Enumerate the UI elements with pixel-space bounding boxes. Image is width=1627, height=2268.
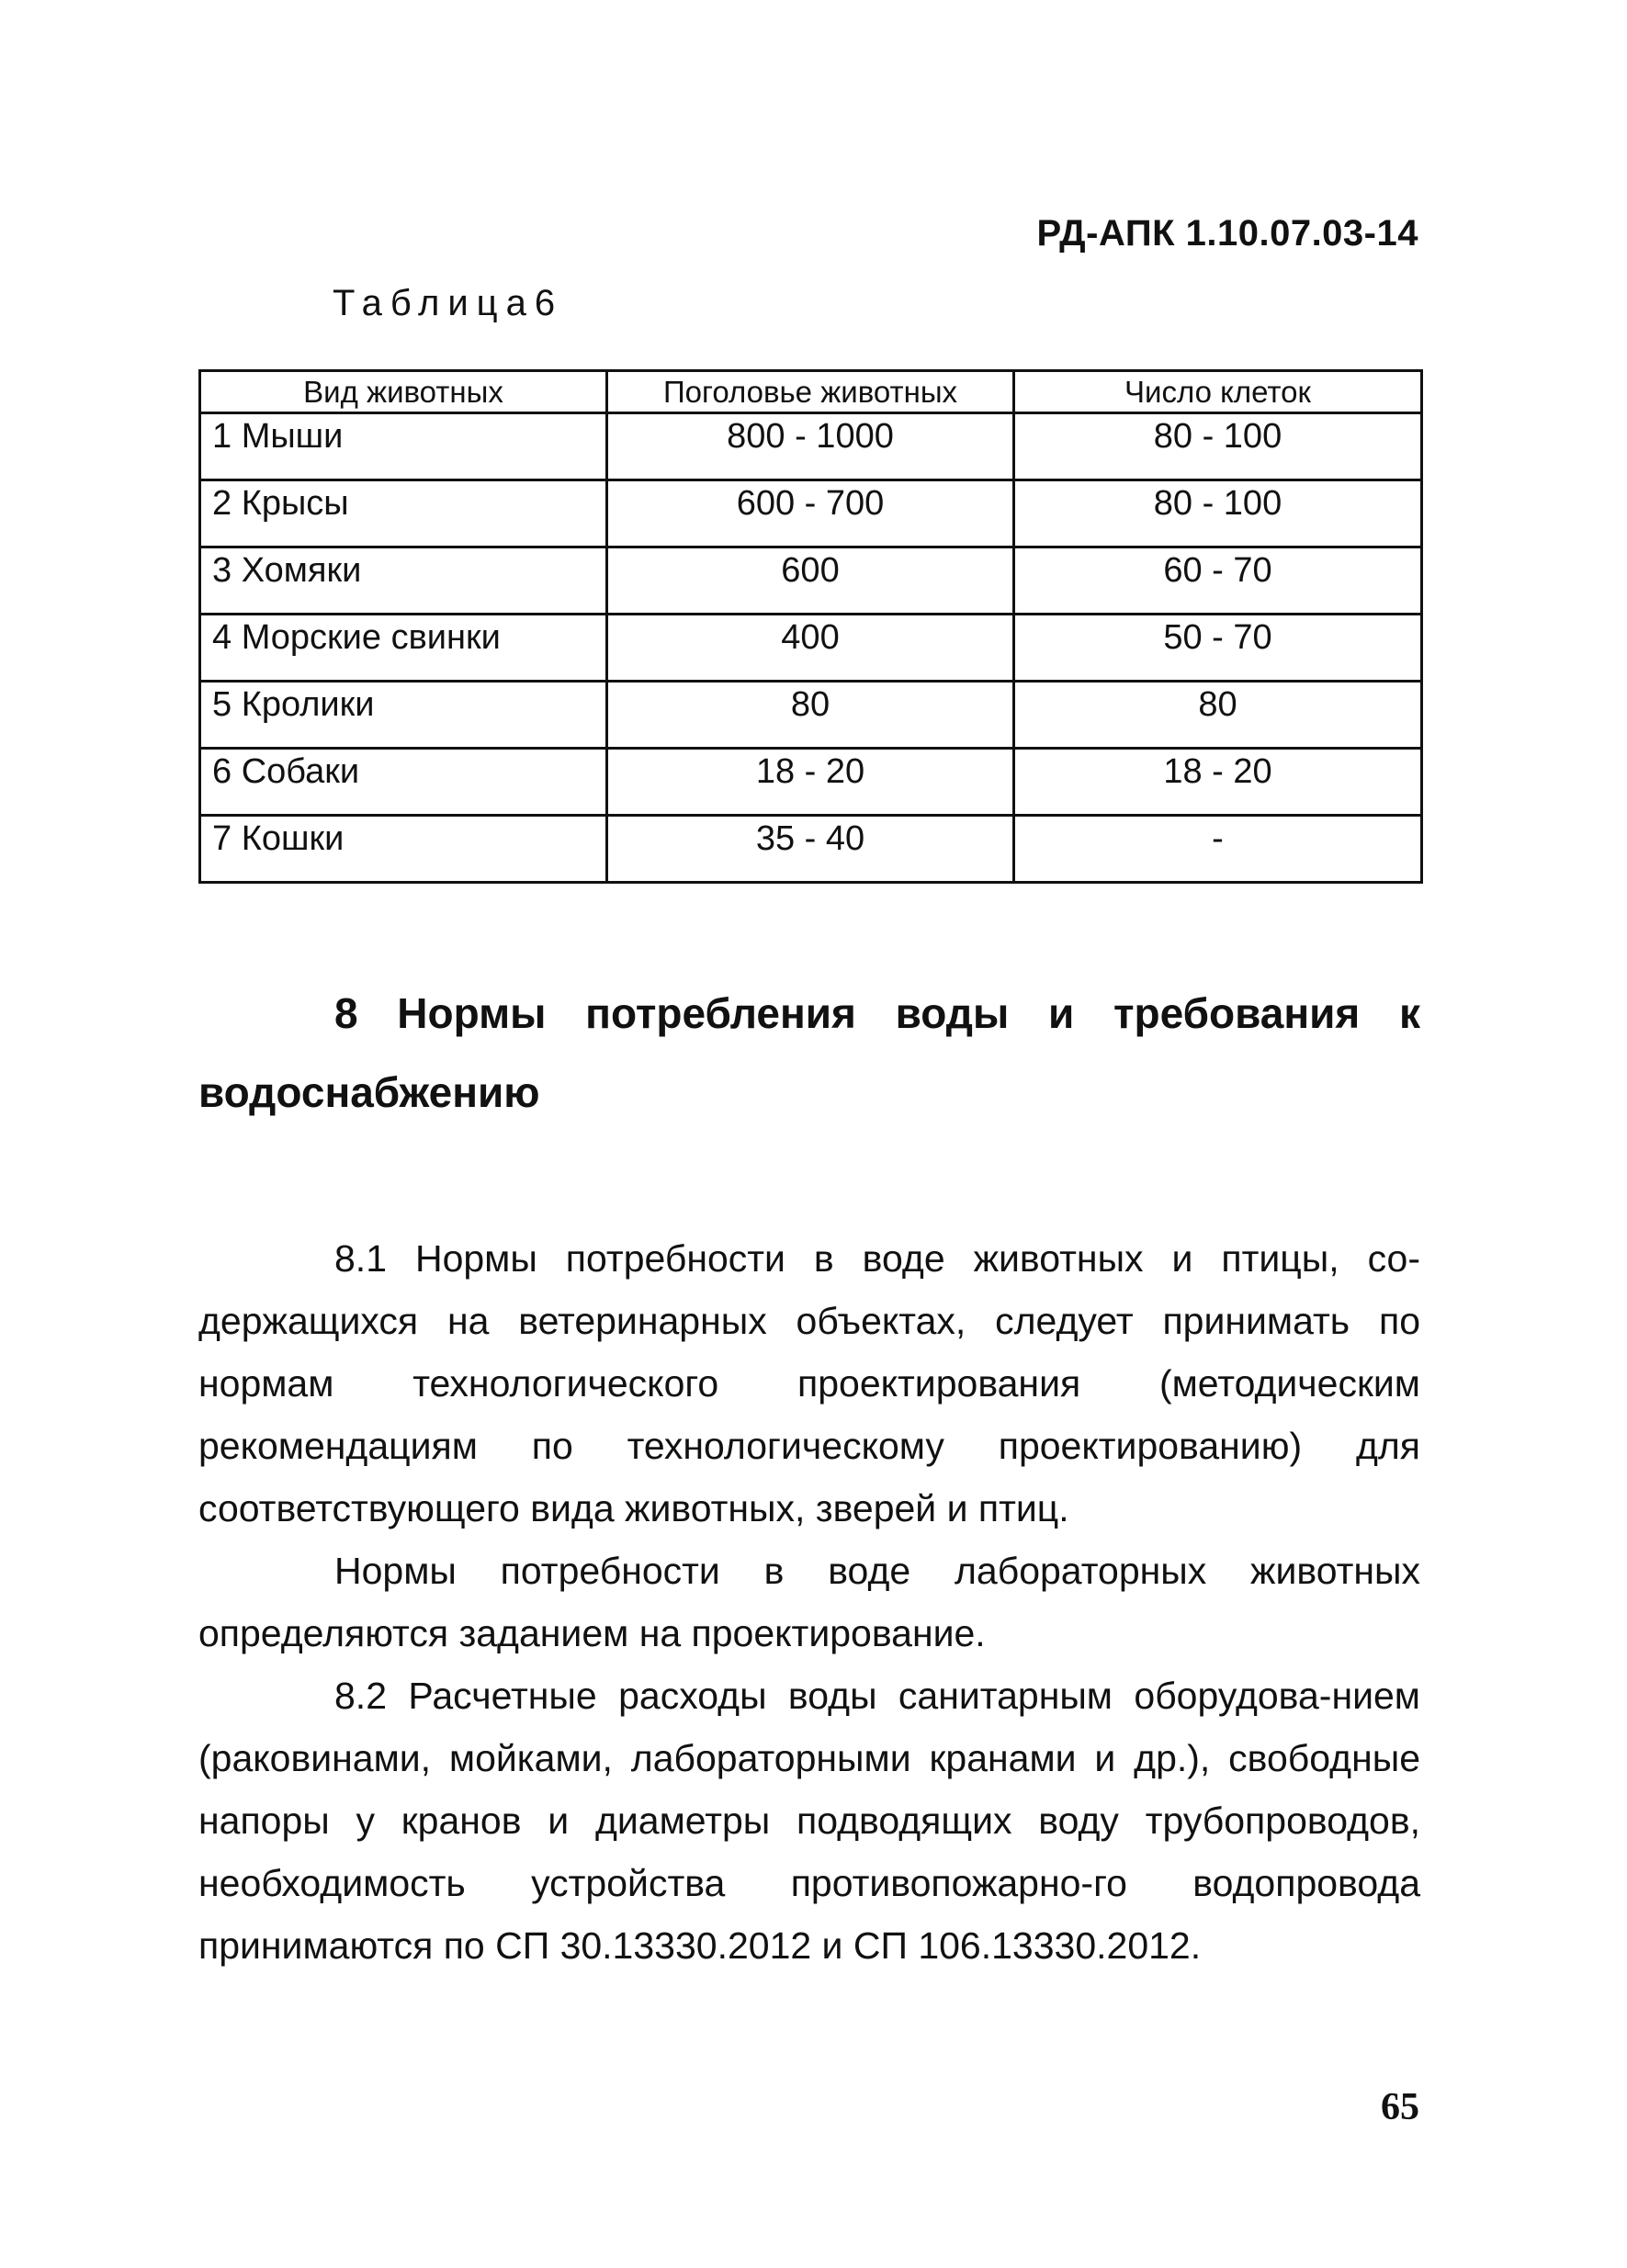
cell-population: 80 bbox=[607, 682, 1014, 749]
table-row bbox=[200, 682, 1422, 749]
paragraph-lab-animals: Нормы потребности в воде лабораторных животных определяются заданием на проектирование. bbox=[198, 1550, 1420, 1654]
animals-table bbox=[198, 369, 1423, 884]
cell-population: 400 bbox=[607, 615, 1014, 682]
table-header-row bbox=[200, 371, 1422, 413]
document-code: РД-АПК 1.10.07.03-14 bbox=[1036, 213, 1418, 254]
cell-cage-count: 18 - 20 bbox=[1014, 749, 1422, 816]
section-body bbox=[198, 1227, 1420, 1977]
cell-animal-type: 1 Мыши bbox=[200, 413, 607, 480]
cell-cage-count: 80 bbox=[1014, 682, 1422, 749]
cell-cage-count: 80 - 100 bbox=[1014, 480, 1422, 547]
cell-cage-count: 60 - 70 bbox=[1014, 547, 1422, 615]
column-header-animal-type: Вид животных bbox=[200, 371, 607, 413]
cell-population: 600 - 700 bbox=[607, 480, 1014, 547]
page-number: 65 bbox=[1381, 2086, 1419, 2128]
cell-animal-type: 4 Морские свинки bbox=[200, 615, 607, 682]
cell-population: 18 - 20 bbox=[607, 749, 1014, 816]
cell-cage-count: 80 - 100 bbox=[1014, 413, 1422, 480]
cell-animal-type: 2 Крысы bbox=[200, 480, 607, 547]
cell-cage-count: - bbox=[1014, 816, 1422, 883]
cell-population: 600 bbox=[607, 547, 1014, 615]
table-row bbox=[200, 816, 1422, 883]
column-header-cage-count: Число клеток bbox=[1014, 371, 1422, 413]
table-caption: Таблица6 bbox=[333, 283, 564, 323]
cell-animal-type: 7 Кошки bbox=[200, 816, 607, 883]
cell-animal-type: 6 Собаки bbox=[200, 749, 607, 816]
table-row bbox=[200, 413, 1422, 480]
table-row bbox=[200, 749, 1422, 816]
cell-population: 35 - 40 bbox=[607, 816, 1014, 883]
cell-animal-type: 3 Хомяки bbox=[200, 547, 607, 615]
table-row bbox=[200, 547, 1422, 615]
cell-animal-type: 5 Кролики bbox=[200, 682, 607, 749]
paragraph-8-2: 8.2 Расчетные расходы воды санитарным оборудова-нием (раковинами, мойками, лабораторными кранами и др.), свободные напоры у кранов и диаметры подводящих воду трубопроводов, необходимость устройства противопожарно-го водопровода принимаются по СП 30.13330.2012 и СП 106.13330.2012. bbox=[198, 1675, 1420, 1967]
cell-population: 800 - 1000 bbox=[607, 413, 1014, 480]
paragraph-8-1: 8.1 Нормы потребности в воде животных и птицы, со-держащихся на ветеринарных объектах, следует принимать по нормам технологического проектирования (методическим рекомендациям по технологическому проектированию) для соответствующего вида животных, зверей и птиц. bbox=[198, 1237, 1420, 1529]
table-row bbox=[200, 615, 1422, 682]
section-heading: 8 Нормы потребления воды и требования к водоснабжению bbox=[198, 989, 1420, 1116]
table-row bbox=[200, 480, 1422, 547]
cell-cage-count: 50 - 70 bbox=[1014, 615, 1422, 682]
column-header-population: Поголовье животных bbox=[607, 371, 1014, 413]
